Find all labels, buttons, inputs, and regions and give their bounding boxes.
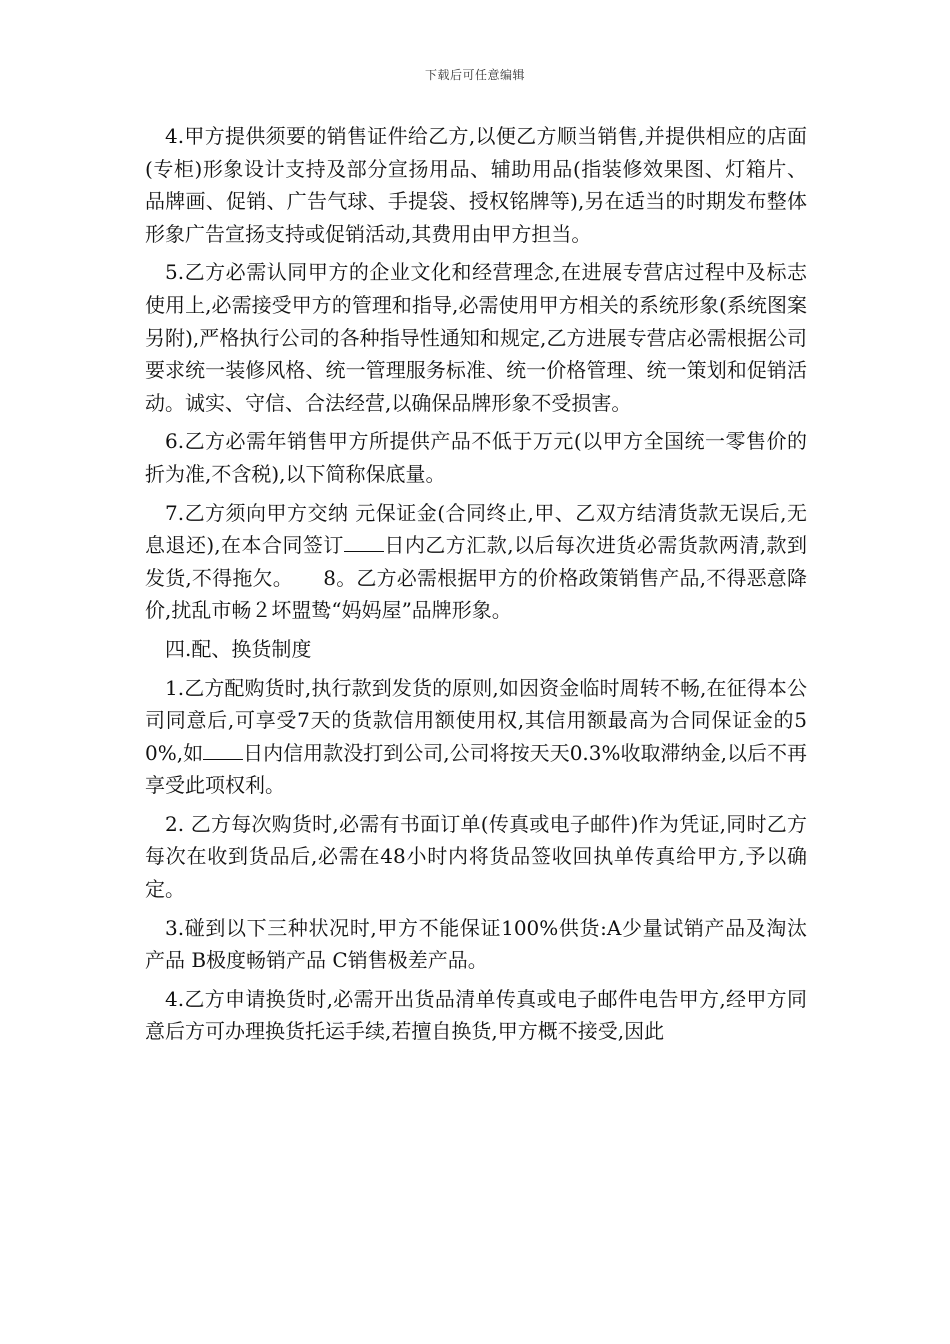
paragraph-s4-3: 3.碰到以下三种状况时,甲方不能保证100%供货:A少量试销产品及淘汰产品 B极度畅销产品 C销售极差产品。 [145,915,807,973]
blank-line [344,533,384,552]
paragraph-s4-1-part-b: 日内信用款没打到公司,公司将按天天0.3%收取滞纳金,以后不再享受此项权利。 [145,740,807,798]
paragraph-s4-2: 2. 乙方每次购货时,必需有书面订单(传真或电子邮件)作为凭证,同时乙方每次在收到货品后,必需在48小时内将货品签收回执单传真给甲方,予以确定。 [145,811,807,902]
paragraph-7 [145,497,807,627]
paragraph-7-part-b: 日内乙方汇款,以后每次进货必需货款两清,款到发货,不得拖欠。 8。乙方必需根据甲方的价格政策销售产品,不得恶意降价,扰乱市畅２坏盟鸷“妈妈屋”品牌形象。 [145,533,807,623]
paragraph-4: 4.甲方提供须要的销售证件给乙方,以便乙方顺当销售,并提供相应的店面(专柜)形象设计支持及部分宣扬用品、辅助用品(指装修效果图、灯箱片、品牌画、促销、广告气球、手提袋、授权铭牌等),另在适当的时期发布整体形象广告宣扬支持或促销活动,其费用由甲方担当。 [145,124,807,246]
blank-line [203,741,243,760]
header-note: 下载后可任意编辑 [424,68,525,82]
paragraph-s4-1 [145,672,807,802]
paragraph-s4-1-part-a: 1.乙方配购货时,执行款到发货的原则,如因资金临时周转不畅,在征得本公司同意后,可享受7天的货款信用额使用权,其信用额最高为合同保证金的50%,如 [145,675,807,765]
document-body [145,120,847,1054]
section-heading-4: 四.配、换货制度 [165,636,312,661]
paragraph-5: 5.乙方必需认同甲方的企业文化和经营理念,在进展专营店过程中及标志使用上,必需接受甲方的管理和指导,必需使用甲方相关的系统形象(系统图案另附),严格执行公司的各种指导性通知和规定,乙方进展专营店必需根据公司要求统一装修风格、统一管理服务标准、统一价格管理、统一策划和促销活动。诚实、守信、合法经营,以确保品牌形象不受损害。 [145,260,807,415]
paragraph-7-part-a: 7.乙方须向甲方交纳 元保证金(合同终止,甲、乙双方结清货款无误后,无息退还),在本合同签订 [145,500,807,558]
paragraph-6: 6.乙方必需年销售甲方所提供产品不低于万元(以甲方全国统一零售价的 折为准,不含税),以下简称保底量。 [145,429,847,486]
paragraph-s4-4: 4.乙方申请换货时,必需开出货品清单传真或电子邮件电告甲方,经甲方同意后方可办理换货托运手续,若擅自换货,甲方概不接受,因此 [145,986,807,1044]
